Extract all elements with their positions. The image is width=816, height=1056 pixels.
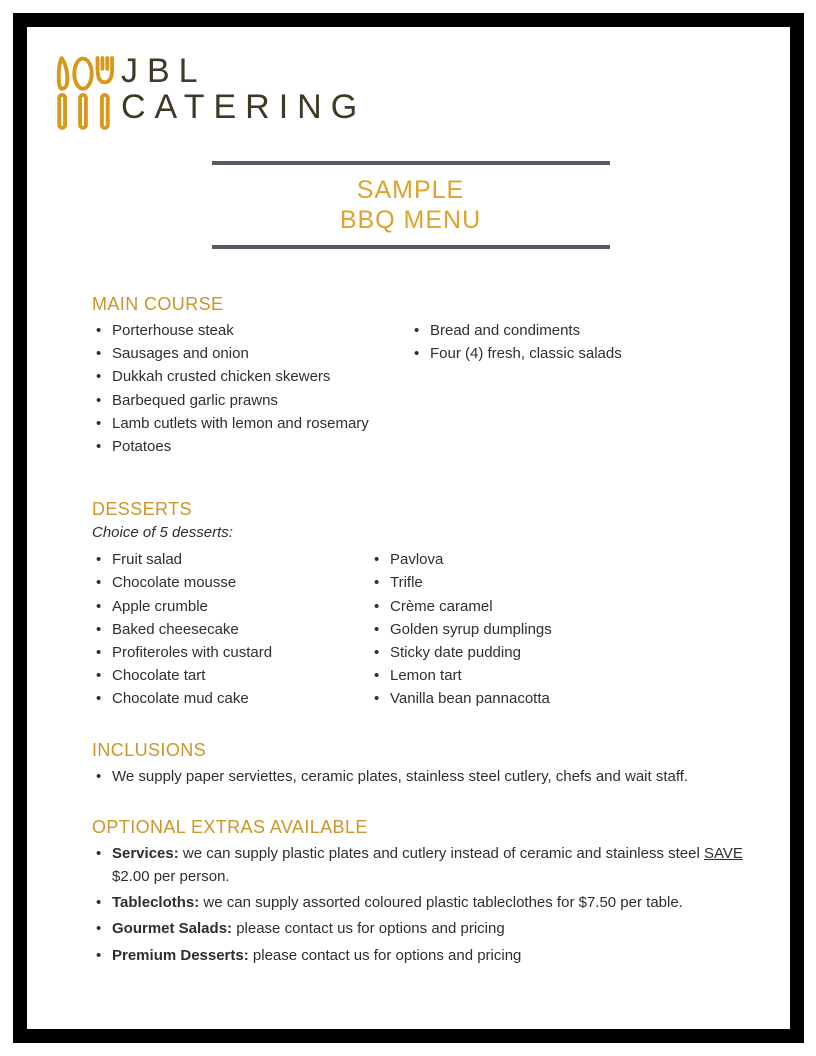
list-item (92, 917, 757, 940)
extra-label: Tablecloths: (112, 894, 200, 912)
list-item: • Baked cheesecake (92, 618, 370, 641)
main-course-left-list (92, 319, 410, 458)
list-item (92, 944, 757, 967)
desserts-left-list (92, 548, 370, 710)
extra-label: Premium Desserts: (112, 946, 249, 964)
section-desserts (92, 498, 770, 710)
list-item: • Golden syrup dumplings (370, 618, 552, 641)
brand-name-line1: JBL (121, 52, 207, 90)
list-item: • Dukkah crusted chicken skewers (92, 365, 410, 388)
optional-extras-list (92, 842, 770, 967)
menu-page (27, 27, 790, 1029)
section-optional-extras (92, 816, 770, 967)
list-item: • Chocolate tart (92, 664, 370, 687)
title-divider-bottom (212, 245, 610, 249)
list-item: • Vanilla bean pannacotta (370, 687, 552, 710)
list-item: • Porterhouse steak (92, 319, 410, 342)
menu-title-line2: BBQ MENU (339, 206, 482, 234)
desserts-right-list (370, 548, 552, 710)
inclusions-heading: INCLUSIONS (92, 739, 207, 760)
main-course-right-list (410, 319, 622, 365)
list-item: • Apple crumble (92, 595, 370, 618)
section-main-course (92, 293, 770, 458)
main-course-columns (92, 315, 770, 458)
list-item: • Chocolate mud cake (92, 687, 370, 710)
title-divider-top (212, 161, 610, 165)
extra-text: $2.00 per person. (112, 868, 230, 886)
list-item: • Crème caramel (370, 595, 552, 618)
section-inclusions (92, 739, 770, 788)
list-item: • We supply paper serviettes, ceramic plates, stainless steel cutlery, chefs and wait staff. (92, 765, 752, 788)
desserts-columns (92, 544, 770, 710)
desserts-note: Choice of 5 desserts: (92, 524, 233, 542)
list-item: • Pavlova (370, 548, 552, 571)
list-item: • Fruit salad (92, 548, 370, 571)
list-item: • Profiteroles with custard (92, 641, 370, 664)
list-item: • Chocolate mousse (92, 571, 370, 594)
extra-text: we can supply plastic plates and cutlery instead of ceramic and stainless steel (178, 844, 704, 862)
extra-text: we can supply assorted coloured plastic tableclothes for $7.50 per table. (199, 894, 683, 912)
inclusions-list (92, 765, 770, 788)
extra-text: please contact us for options and pricing (232, 920, 505, 938)
list-item: • Lemon tart (370, 664, 552, 687)
list-item: • Sausages and onion (92, 342, 410, 365)
list-item: • Trifle (370, 571, 552, 594)
extra-underlined-text: SAVE (704, 844, 743, 862)
extra-label: Gourmet Salads: (112, 920, 233, 938)
desserts-heading: DESSERTS (92, 499, 192, 520)
list-item: • Potatoes (92, 435, 410, 458)
list-item: • Sticky date pudding (370, 641, 552, 664)
main-course-heading: MAIN COURSE (92, 294, 224, 314)
list-item: • Lamb cutlets with lemon and rosemary (92, 412, 410, 435)
extra-label: Services: (112, 844, 179, 862)
list-item (92, 891, 757, 914)
menu-title-line1: SAMPLE (356, 176, 465, 204)
brand-name (121, 53, 366, 125)
list-item: • Four (4) fresh, classic salads (410, 342, 622, 365)
extra-text: please contact us for options and pricing (248, 946, 522, 964)
brand-name-line2: CATERING (121, 88, 367, 126)
list-item: • Bread and condiments (410, 319, 622, 342)
list-item: • Barbequed garlic prawns (92, 389, 410, 412)
list-item (92, 842, 757, 888)
menu-title (51, 175, 770, 235)
cutlery-icon (51, 55, 115, 131)
optional-extras-heading: OPTIONAL EXTRAS AVAILABLE (92, 816, 368, 837)
brand-logo (51, 53, 770, 131)
